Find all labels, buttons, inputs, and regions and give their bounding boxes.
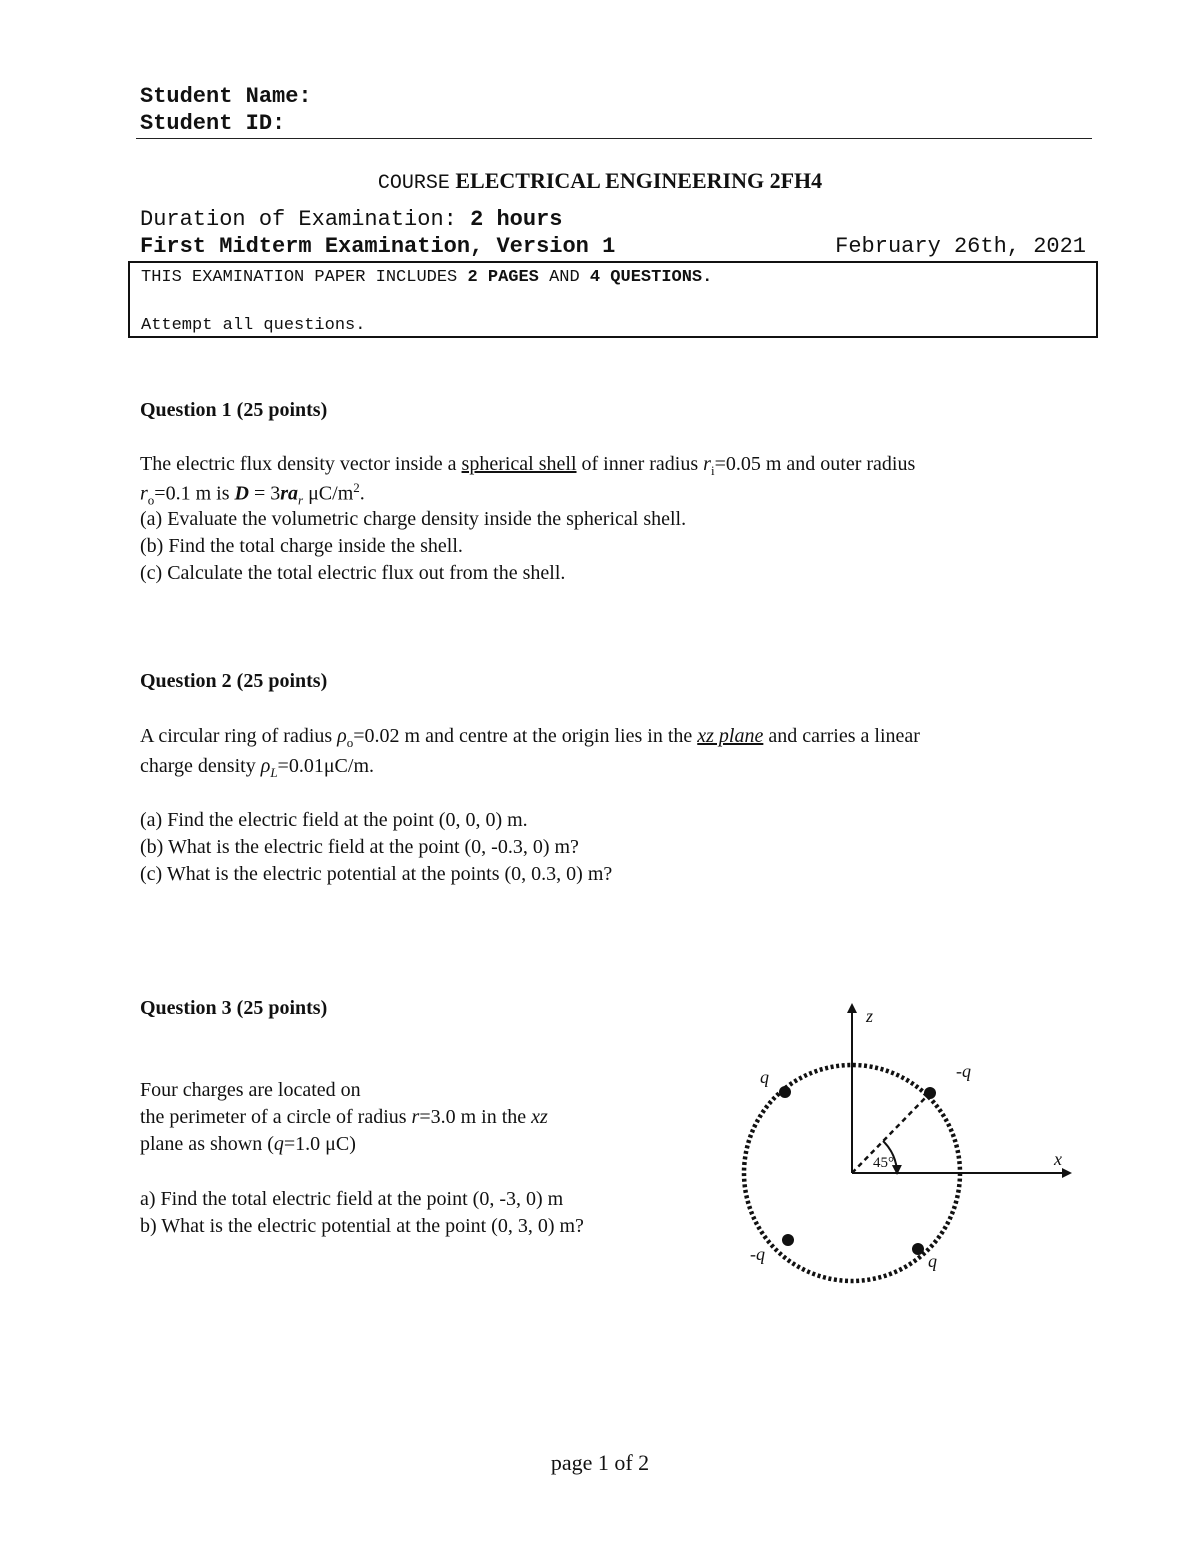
course-prefix: COURSE: [377, 172, 450, 195]
q2-plane: xz plane: [697, 725, 764, 747]
q2-part-b: (b) What is the electric field at the point (0, -0.3, 0) m?: [140, 836, 579, 858]
q2-part-c: (c) What is the electric potential at the points (0, 0.3, 0) m?: [140, 863, 613, 885]
q3-line1: Four charges are located on: [140, 1079, 361, 1101]
q3-r-symbol: r: [411, 1106, 420, 1128]
q2-text: and carries a linear: [763, 725, 920, 747]
student-id-label: Student ID:: [140, 111, 286, 136]
q2-rhoL-symbol: ρ: [260, 755, 271, 777]
q1-unit-sup: 2: [353, 480, 360, 495]
info-line-pages: [141, 268, 712, 287]
q1-text: =0.05 m and outer radius: [714, 453, 916, 475]
q2-part-a: (a) Find the electric field at the point (0, 0, 0) m.: [140, 809, 528, 831]
q2-rho-symbol: ρ: [337, 725, 347, 747]
exam-title: First Midterm Examination, Version 1: [140, 234, 616, 259]
charge-label-top-right: -q: [956, 1061, 971, 1081]
q2-title: Question 2 (25 points): [140, 670, 328, 692]
info-text: THIS EXAMINATION PAPER INCLUDES: [141, 268, 458, 287]
q1-D-vector: D: [234, 482, 249, 505]
exam-duration: [140, 207, 562, 232]
q2-text: charge density: [140, 755, 261, 777]
q2-rho-sub: o: [346, 735, 354, 750]
q1-title: Question 1 (25 points): [140, 399, 328, 421]
q1-line1: [140, 453, 915, 479]
q1-text: =0.1 m is: [154, 482, 235, 505]
q1-ro-sub: o: [147, 492, 155, 508]
q2-rhoL-sub: L: [270, 765, 278, 780]
exam-date: February 26th, 2021: [835, 234, 1086, 259]
q1-r-vector: ra: [280, 482, 299, 505]
q3-text: =3.0 m in the: [419, 1106, 532, 1128]
q1-line2: [140, 480, 365, 509]
charge-circle-diagram: [740, 995, 1080, 1285]
q1-part-b: (b) Find the total charge inside the shell.: [140, 535, 463, 557]
info-line-attempt: Attempt all questions.: [141, 316, 366, 335]
exam-info-box: [128, 261, 1098, 338]
q2-text: =0.02 m and centre at the origin lies in the: [353, 725, 698, 747]
charge-dot-top-right: [924, 1087, 936, 1099]
q1-shell: spherical shell: [461, 453, 577, 475]
q3-line2: [140, 1106, 548, 1129]
charge-dot-bottom-right: [912, 1243, 924, 1255]
q1-text: .: [359, 482, 365, 505]
q1-r-sub: r: [298, 492, 304, 508]
q2-text: =0.01μC/m.: [277, 755, 375, 777]
info-and: AND: [549, 268, 580, 287]
charge-label-bottom-right: q: [928, 1251, 937, 1271]
axis-x-label: x: [1054, 1149, 1062, 1169]
course-title: [0, 168, 1200, 195]
q1-eq: = 3: [248, 482, 281, 505]
q1-text: of inner radius: [576, 453, 704, 475]
charge-dot-top-left: [779, 1086, 791, 1098]
angle-label: 45°: [873, 1155, 894, 1171]
q2-text: A circular ring of radius: [140, 725, 338, 747]
q3-q-symbol: q: [273, 1133, 284, 1155]
info-pages: 2 PAGES: [467, 268, 539, 287]
q1-part-c: (c) Calculate the total electric flux out from the shell.: [140, 562, 566, 584]
q2-line2: [140, 755, 374, 781]
q1-unit: μC/m: [303, 482, 354, 505]
page-number: page 1 of 2: [550, 1450, 650, 1475]
q3-text: =1.0 μC): [283, 1133, 356, 1155]
q1-ri-sub: i: [710, 463, 715, 478]
q1-ri-symbol: r: [703, 453, 711, 475]
duration-label: Duration of Examination:: [140, 207, 457, 232]
charge-label-bottom-left: -q: [750, 1244, 765, 1264]
q1-text: The electric flux density vector inside a: [140, 453, 462, 475]
q3-part-a: a) Find the total electric field at the point (0, -3, 0) m: [140, 1188, 564, 1210]
q1-ro-symbol: r: [140, 482, 148, 505]
q3-text: plane as shown (: [140, 1133, 274, 1155]
info-questions: 4 QUESTIONS.: [589, 268, 713, 287]
axis-z-label: z: [866, 1006, 874, 1026]
header-divider: [136, 138, 1092, 139]
q2-line1: [140, 725, 920, 751]
duration-value: 2 hours: [470, 207, 563, 232]
q3-title: Question 3 (25 points): [140, 997, 328, 1019]
course-name: ELECTRICAL ENGINEERING 2FH4: [455, 168, 823, 193]
student-name-label: Student Name:: [140, 84, 312, 109]
q3-part-b: b) What is the electric potential at the point (0, 3, 0) m?: [140, 1215, 584, 1237]
q3-text: the perimeter of a circle of radius: [140, 1106, 412, 1128]
q1-part-a: (a) Evaluate the volumetric charge density inside the spherical shell.: [140, 508, 687, 530]
charge-dot-bottom-left: [782, 1234, 794, 1246]
charge-label-top-left: q: [760, 1067, 769, 1087]
q3-line3: [140, 1133, 356, 1156]
q3-xz: xz: [531, 1106, 548, 1128]
